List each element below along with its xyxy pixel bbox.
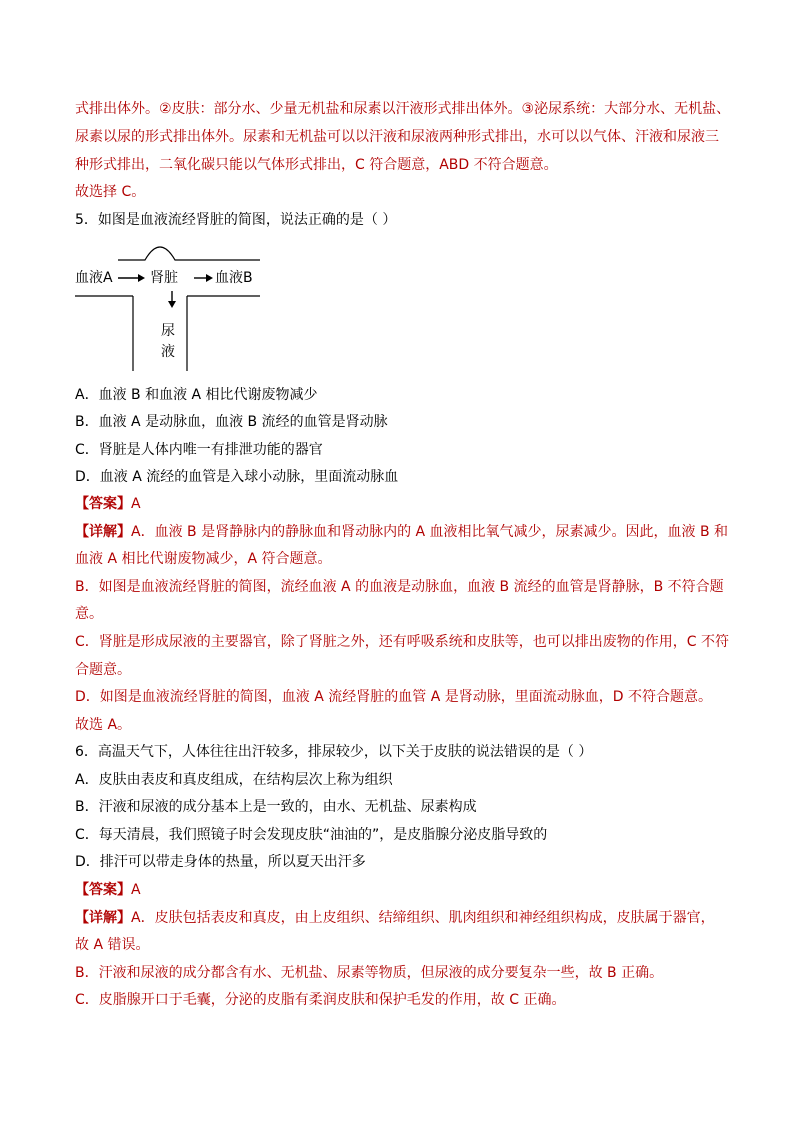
urine-label-2: 液 (161, 344, 175, 360)
detail-tag: 【详解】 (75, 524, 131, 540)
q6-detail-line: B．汗液和尿液的成分都含有水、无机盐、尿素等物质，但尿液的成分要复杂一些，故 B 正确。 (75, 965, 664, 981)
kidney-label: 肾脏 (150, 270, 178, 286)
q5-detail-line (75, 522, 728, 542)
q6-option-a: A．皮肤由表皮和真皮组成，在结构层次上称为组织 (75, 772, 393, 788)
q5-option-d: D．血液 A 流经的血管是入球小动脉，里面流动脉血 (75, 469, 399, 485)
answer-value: A (131, 882, 141, 898)
q5-detail-line: 合题意。 (75, 662, 131, 678)
blood-b-label: 血液B (215, 270, 253, 286)
blood-a-label: 血液A (75, 270, 113, 286)
q6-detail-line (75, 908, 715, 928)
q6-detail-line: 故 A 错误。 (75, 937, 150, 953)
detail-text: A．血液 B 是肾静脉内的静脉血和肾动脉内的 A 血液相比氧气减少，尿素减少。因此，血液 B 和 (131, 524, 729, 540)
q5-option-a: A．血液 B 和血液 A 相比代谢废物减少 (75, 387, 318, 403)
q6-option-c: C．每天清晨，我们照镜子时会发现皮肤“油油的”，是皮脂腺分泌皮脂导致的 (75, 827, 548, 843)
q5-conclusion: 故选 A。 (75, 717, 132, 733)
q5-detail-line: D．如图是血液流经肾脏的简图，血液 A 流经肾脏的血管 A 是肾动脉，里面流动脉血，D 不符合题意。 (75, 689, 712, 705)
q5-detail-line: B．如图是血液流经肾脏的简图，流经血液 A 的血液是动脉血，血液 B 流经的血管是肾静脉，B 不符合题 (75, 579, 724, 595)
q6-option-d: D．排汗可以带走身体的热量，所以夏天出汗多 (75, 854, 366, 870)
paragraph-line: 式排出体外。②皮肤：部分水、少量无机盐和尿素以汗液形式排出体外。③泌尿系统：大部分水、无机盐、 (75, 101, 731, 117)
q6-detail-line: C．皮脂腺开口于毛囊，分泌的皮脂有柔润皮肤和保护毛发的作用，故 C 正确。 (75, 992, 566, 1008)
paragraph-line: 种形式排出，二氧化碳只能以气体形式排出，C 符合题意，ABD 不符合题意。 (75, 157, 558, 173)
paragraph-line: 尿素以尿的形式排出体外。尿素和无机盐可以以汗液和尿液两种形式排出，水可以以气体、汗液和尿液三 (75, 129, 719, 145)
detail-text: A．皮肤包括表皮和真皮，由上皮组织、结缔组织、肌肉组织和神经组织构成，皮肤属于器官， (131, 910, 715, 926)
q5-detail-line: 血液 A 相比代谢废物减少，A 符合题意。 (75, 551, 332, 567)
question-6-stem: 6．高温天气下，人体往往出汗较多，排尿较少，以下关于皮肤的说法错误的是（ ） (75, 744, 593, 760)
q6-option-b: B．汗液和尿液的成分基本上是一致的，由水、无机盐、尿素构成 (75, 799, 477, 815)
q5-option-c: C．肾脏是人体内唯一有排泄功能的器官 (75, 442, 323, 458)
q5-detail-line: C．肾脏是形成尿液的主要器官，除了肾脏之外，还有呼吸系统和皮肤等，也可以排出废物的作用，C 不符 (75, 634, 729, 650)
urine-label-1: 尿 (161, 323, 175, 339)
question-5-stem: 5．如图是血液流经肾脏的简图，说法正确的是（ ） (75, 212, 397, 228)
q5-detail-line: 意。 (75, 606, 103, 622)
detail-tag: 【详解】 (75, 910, 131, 926)
kidney-diagram (75, 240, 275, 375)
q5-option-b: B．血液 A 是动脉血，血液 B 流经的血管是肾动脉 (75, 414, 388, 430)
q6-answer (75, 880, 141, 900)
q5-answer (75, 494, 141, 514)
kidney-diagram-lines (75, 240, 275, 375)
answer-value: A (131, 496, 141, 512)
paragraph-line: 故选择 C。 (75, 184, 146, 200)
answer-tag: 【答案】 (75, 882, 131, 898)
answer-tag: 【答案】 (75, 496, 131, 512)
